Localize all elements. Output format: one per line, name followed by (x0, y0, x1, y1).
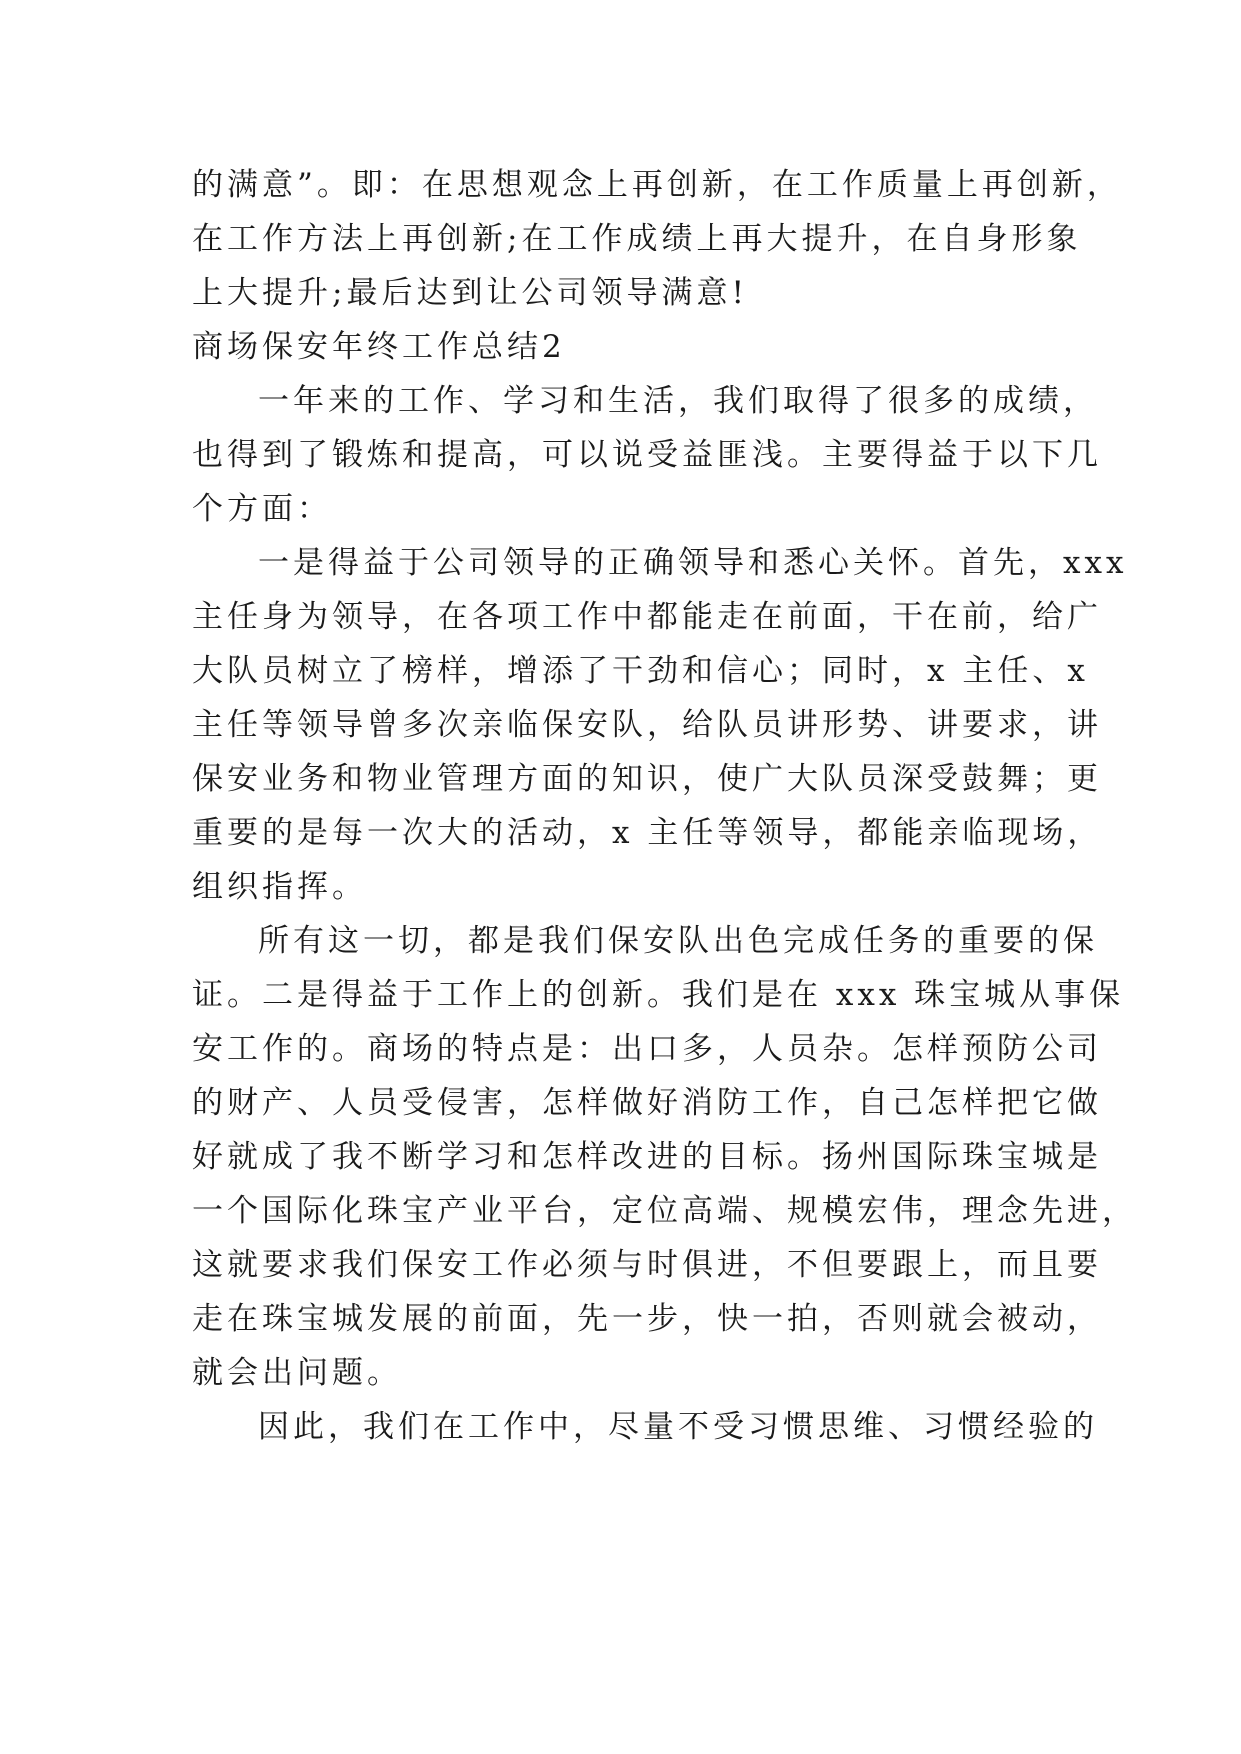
text-line: 所有这一切，都是我们保安队出色完成任务的重要的保 (258, 923, 1098, 959)
text-line: 的财产、人员受侵害，怎样做好消防工作，自己怎样把它做 (192, 1085, 1102, 1121)
text-line: 上大提升;最后达到让公司领导满意! (192, 275, 748, 311)
section-title: 商场保安年终工作总结2 (192, 329, 566, 365)
text-line: 走在珠宝城发展的前面，先一步，快一拍，否则就会被动， (192, 1301, 1102, 1337)
text-line: 主任等领导曾多次亲临保安队，给队员讲形势、讲要求，讲 (192, 707, 1102, 743)
text-line: 在工作方法上再创新;在工作成绩上再大提升，在自身形象 (192, 221, 1082, 257)
text-line: 就会出问题。 (192, 1355, 402, 1391)
text-line: 组织指挥。 (192, 869, 367, 905)
text-line: 大队员树立了榜样，增添了干劲和信心；同时，x 主任、x (192, 653, 1089, 689)
text-line: 也得到了锻炼和提高，可以说受益匪浅。主要得益于以下几 (192, 437, 1102, 473)
text-line: 一个国际化珠宝产业平台，定位高端、规模宏伟，理念先进， (192, 1193, 1137, 1229)
paragraph-5 (192, 1400, 1098, 1454)
text-line: 重要的是每一次大的活动，x 主任等领导，都能亲临现场， (192, 815, 1103, 851)
text-line: 因此，我们在工作中，尽量不受习惯思维、习惯经验的 (258, 1409, 1098, 1445)
paragraph-4 (192, 914, 1137, 1400)
text-line: 这就要求我们保安工作必须与时俱进，不但要跟上，而且要 (192, 1247, 1102, 1283)
paragraph-3 (192, 536, 1128, 914)
document-body (192, 158, 1137, 1454)
text-line: 一年来的工作、学习和生活，我们取得了很多的成绩， (258, 383, 1098, 419)
text-line: 一是得益于公司领导的正确领导和悉心关怀。首先，xxx (258, 545, 1128, 581)
text-line: 好就成了我不断学习和怎样改进的目标。扬州国际珠宝城是 (192, 1139, 1102, 1175)
paragraph-1 (192, 158, 1122, 320)
text-line: 证。二是得益于工作上的创新。我们是在 xxx 珠宝城从事保 (192, 977, 1125, 1013)
paragraph-2 (192, 374, 1102, 536)
text-line: 安工作的。商场的特点是：出口多，人员杂。怎样预防公司 (192, 1031, 1102, 1067)
text-line: 个方面： (192, 491, 332, 527)
text-line: 的满意”。即：在思想观念上再创新，在工作质量上再创新， (192, 167, 1122, 203)
text-line: 主任身为领导，在各项工作中都能走在前面，干在前，给广 (192, 599, 1102, 635)
text-line: 保安业务和物业管理方面的知识，使广大队员深受鼓舞；更 (192, 761, 1102, 797)
